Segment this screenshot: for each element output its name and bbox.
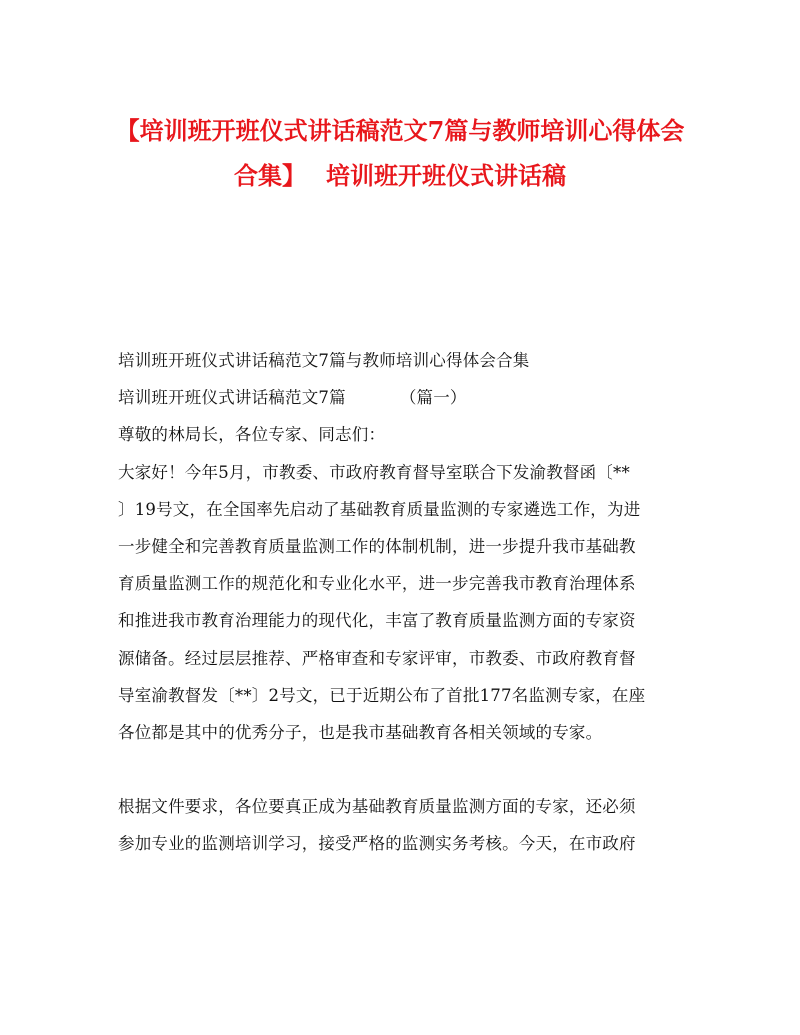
paragraph-1-line: 各位都是其中的优秀分子，也是我市基础教育各相关领域的专家。 (118, 722, 603, 742)
paragraph-1 (118, 454, 690, 752)
section-heading-index: （篇一） (399, 388, 467, 408)
paragraph-1-line: 导室渝教督发〔**〕2号文，已于近期公布了首批177名监测专家，在座 (118, 685, 646, 705)
paragraph-1-line: 一步健全和完善教育质量监测工作的体制机制，进一步提升我市基础教 (118, 536, 636, 556)
paragraph-1-line: 〕19号文，在全国率先启动了基础教育质量监测的专家遴选工作，为进 (118, 499, 641, 519)
section-heading-title: 培训班开班仪式讲话稿范文7篇 (118, 388, 346, 408)
document-title (100, 108, 700, 198)
paragraph-2-line: 参加专业的监测培训学习，接受严格的监测实务考核。今天，在市政府 (118, 834, 636, 854)
paragraph-spacer (118, 751, 690, 788)
paragraph-2 (118, 788, 690, 862)
paragraph-1-line: 源储备。经过层层推荐、严格审查和专家评审，市教委、市政府教育督 (118, 648, 636, 668)
paragraph-1-line: 大家好！今年5月，市教委、市政府教育督导室联合下发渝教督函〔** (118, 462, 630, 482)
document-body (118, 342, 690, 863)
paragraph-1-line: 和推进我市教育治理能力的现代化，丰富了教育质量监测方面的专家资 (118, 611, 636, 631)
title-line-2-part-a: 合集】 (234, 161, 306, 190)
title-line-2-part-b: 培训班开班仪式讲话稿 (326, 161, 566, 190)
paragraph-2-line: 根据文件要求，各位要真正成为基础教育质量监测方面的专家，还必须 (118, 797, 636, 817)
salutation: 尊敬的林局长，各位专家、同志们： (118, 425, 386, 445)
subtitle: 培训班开班仪式讲话稿范文7篇与教师培训心得体会合集 (118, 351, 530, 370)
section-heading (118, 379, 690, 416)
paragraph-1-line: 育质量监测工作的规范化和专业化水平，进一步完善我市教育治理体系 (118, 574, 636, 594)
title-line-1: 【培训班开班仪式讲话稿范文7篇与教师培训心得体会 (115, 116, 685, 145)
title-line-2 (100, 153, 700, 198)
